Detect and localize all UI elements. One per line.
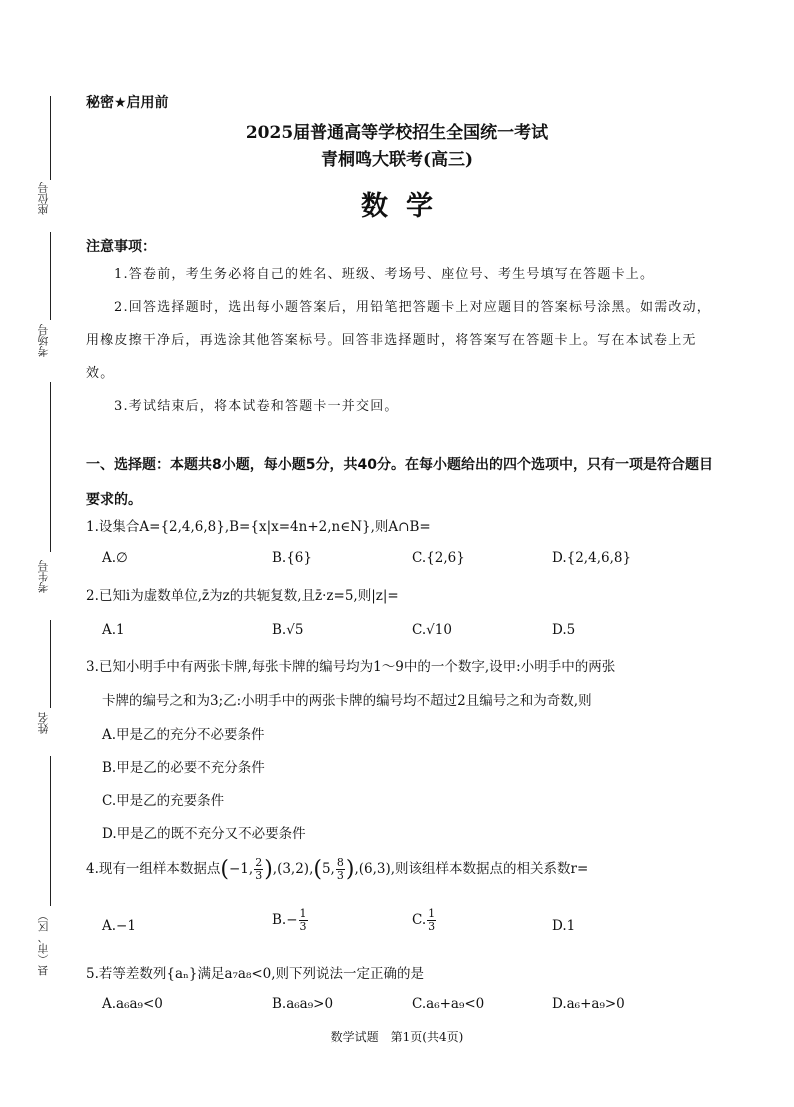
q4-option-b-num: 1	[299, 907, 307, 920]
seat-label: 座位号	[37, 182, 50, 215]
q2-option-a: A.1	[102, 622, 125, 638]
close-paren: )	[345, 857, 355, 882]
q3-option-d: D.甲是乙的既不充分又不必要条件	[102, 826, 306, 842]
q3-option-b: B.甲是乙的必要不充分条件	[102, 760, 265, 776]
binding-line-2	[50, 232, 51, 320]
q4-option-c-num: 1	[428, 907, 436, 920]
exam-no-label: 考生号	[37, 560, 50, 593]
q4-point1-num: 2	[255, 856, 263, 869]
q5-option-c: C.a₆+a₉<0	[412, 996, 485, 1012]
binding-line-4	[50, 620, 51, 708]
q4-option-b-prefix: B.−	[272, 912, 298, 928]
q2-option-b: B.√5	[272, 622, 304, 638]
q1-option-b: B.{6}	[272, 550, 312, 566]
q1-stem: 1.设集合A={2,4,6,8},B={x|x=4n+2,n∈N},则A∩B=	[86, 519, 431, 535]
q4-point1-fraction	[254, 857, 263, 882]
q4-option-a: A.−1	[102, 918, 136, 934]
close-paren: )	[264, 857, 273, 882]
county-label: 县（市、区）	[37, 910, 50, 976]
q4-point3-fraction	[336, 857, 345, 882]
q3-stem-line-2: 卡牌的编号之和为3;乙:小明手中的两张卡牌的编号均不超过2且编号之和为奇数,则	[102, 693, 592, 709]
open-paren: (	[220, 857, 229, 882]
q4-stem-suffix: ,(6,3),则该组样本数据点的相关系数r=	[354, 861, 589, 877]
open-paren: (	[313, 857, 322, 882]
exam-title: 2025届普通高等学校招生全国统一考试	[245, 123, 549, 143]
q4-option-c	[412, 908, 437, 933]
q4-point3-den: 3	[336, 869, 344, 882]
q4-stem	[86, 857, 588, 882]
q5-option-d: D.a₆+a₉>0	[552, 996, 625, 1012]
subject-title: 数学	[361, 191, 451, 222]
secret-mark: 秘密★启用前	[86, 95, 169, 111]
q4-option-c-den: 3	[428, 920, 436, 933]
name-label: 姓名	[37, 712, 50, 734]
q4-stem-prefix: 4.现有一组样本数据点	[86, 861, 221, 877]
q5-stem: 5.若等差数列{aₙ}满足a₇a₈<0,则下列说法一定正确的是	[86, 966, 425, 982]
room-label: 考场号	[37, 324, 50, 357]
binding-line-3	[50, 382, 51, 552]
q4-point3-x: 5,	[321, 861, 335, 877]
q4-point1-x: −1,	[228, 861, 254, 877]
q4-option-c-prefix: C.	[412, 912, 427, 928]
q3-stem-line-1: 3.已知小明手中有两张卡牌,每张卡牌的编号均为1～9中的一个数字,设甲:小明手中的两张	[86, 659, 616, 675]
q4-point3-num: 8	[336, 856, 344, 869]
exam-subtitle: 青桐鸣大联考(高三)	[320, 150, 474, 170]
q2-stem: 2.已知i为虚数单位,z̄为z的共轭复数,且z̄·z=5,则|z|=	[86, 588, 399, 604]
q1-option-d: D.{2,4,6,8}	[552, 550, 632, 566]
q5-option-a: A.a₆a₉<0	[102, 996, 163, 1012]
notice-item-3: 3.考试结束后，将本试卷和答题卡一并交回。	[114, 399, 399, 414]
section-1-heading: 一、选择题：本题共8小题，每小题5分，共40分。在每小题给出的四个选项中，只有一项是符合题目要求的。	[86, 457, 713, 508]
q4-option-d: D.1	[552, 918, 576, 934]
q2-option-d: D.5	[552, 622, 576, 638]
notice-item-1: 1.答卷前，考生务必将自己的姓名、班级、考场号、座位号、考生号填写在答题卡上。	[114, 267, 655, 282]
q3-option-a: A.甲是乙的充分不必要条件	[102, 727, 265, 743]
q4-option-b-den: 3	[299, 920, 307, 933]
q5-option-b: B.a₆a₉>0	[272, 996, 334, 1012]
notice-heading: 注意事项：	[86, 239, 156, 255]
q1-option-c: C.{2,6}	[412, 550, 465, 566]
q4-option-b	[272, 908, 309, 933]
q4-stem-mid: ,(3,2),	[272, 861, 314, 877]
notice-item-2: 2.回答选择题时，选出每小题答案后，用铅笔把答题卡上对应题目的答案标号涂黑。如需改动，用橡皮擦干净后，再选涂其他答案标号。回答非选择题时，将答案写在答题卡上。写在本试卷上无效。	[86, 300, 712, 381]
q4-option-c-fraction	[427, 908, 436, 933]
q2-option-c: C.√10	[412, 622, 452, 638]
q1-option-a: A.∅	[102, 550, 128, 566]
q4-option-b-fraction	[299, 908, 308, 933]
q4-point1-den: 3	[255, 869, 263, 882]
binding-line-5	[50, 756, 51, 906]
q3-option-c: C.甲是乙的充要条件	[102, 793, 225, 809]
page-footer: 数学试题 第1页(共4页)	[330, 1030, 464, 1044]
